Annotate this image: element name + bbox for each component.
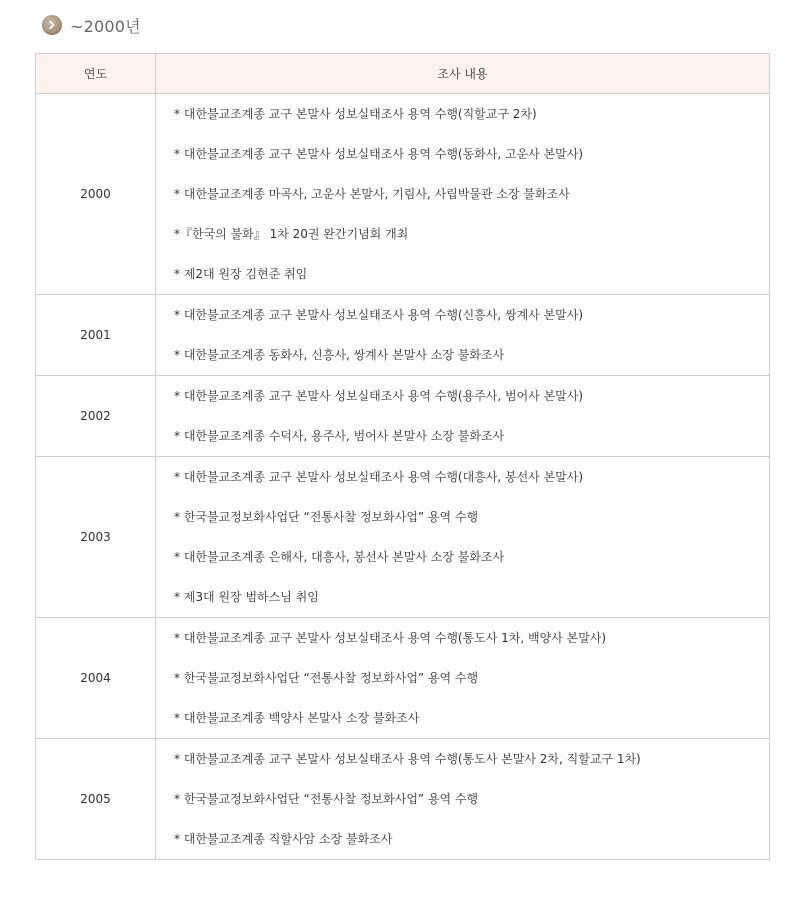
table-header-row (36, 54, 770, 94)
content-item: * 제3대 원장 범하스님 취임 (174, 590, 319, 604)
content-cell (156, 94, 770, 295)
history-table (35, 53, 770, 860)
table-row (36, 295, 770, 376)
content-item: * 한국불교정보화사업단 “전통사찰 정보화사업” 용역 수행 (174, 510, 479, 524)
content-item: * 대한불교조계종 교구 본말사 성보실태조사 용역 수행(용주사, 범어사 본말사) (174, 389, 584, 403)
table-row (36, 376, 770, 457)
content-cell (156, 376, 770, 457)
section-title: ~2000년 (70, 16, 141, 36)
year-cell: 2005 (36, 739, 156, 860)
content-item: * 대한불교조계종 은해사, 대흥사, 봉선사 본말사 소장 불화조사 (174, 550, 505, 564)
year-cell: 2002 (36, 376, 156, 457)
year-cell: 2000 (36, 94, 156, 295)
year-cell: 2004 (36, 618, 156, 739)
content-item: * 한국불교정보화사업단 “전통사찰 정보화사업” 용역 수행 (174, 792, 479, 806)
content-item: * 대한불교조계종 마곡사, 고운사 본말사, 기림사, 사립박물관 소장 불화조사 (174, 187, 570, 201)
content-item: * 대한불교조계종 백양사 본말사 소장 불화조사 (174, 711, 420, 725)
content-cell (156, 295, 770, 376)
section-header (42, 14, 141, 36)
content-item: *『한국의 불화』 1차 20권 완간기념회 개최 (174, 227, 409, 241)
content-item: * 대한불교조계종 교구 본말사 성보실태조사 용역 수행(통도사 본말사 2차, 직할교구 1차) (174, 752, 641, 766)
table-row (36, 457, 770, 618)
column-header-content: 조사 내용 (156, 54, 770, 94)
content-item: * 대한불교조계종 직할사암 소장 불화조사 (174, 832, 393, 846)
content-item: * 한국불교정보화사업단 “전통사찰 정보화사업” 용역 수행 (174, 671, 479, 685)
content-item: * 대한불교조계종 교구 본말사 성보실태조사 용역 수행(직할교구 2차) (174, 107, 537, 121)
content-cell (156, 457, 770, 618)
content-cell (156, 739, 770, 860)
table-row (36, 94, 770, 295)
content-item: * 대한불교조계종 교구 본말사 성보실태조사 용역 수행(신흥사, 쌍계사 본말사) (174, 308, 584, 322)
year-cell: 2003 (36, 457, 156, 618)
content-item: * 제2대 원장 김현준 취임 (174, 267, 308, 281)
table-row (36, 739, 770, 860)
content-item: * 대한불교조계종 교구 본말사 성보실태조사 용역 수행(대흥사, 봉선사 본말사) (174, 470, 584, 484)
content-item: * 대한불교조계종 교구 본말사 성보실태조사 용역 수행(동화사, 고운사 본말사) (174, 147, 584, 161)
column-header-year: 연도 (36, 54, 156, 94)
content-item: * 대한불교조계종 교구 본말사 성보실태조사 용역 수행(통도사 1차, 백양사 본말사) (174, 631, 607, 645)
table-row (36, 618, 770, 739)
chevron-right-icon (42, 15, 62, 35)
content-item: * 대한불교조계종 동화사, 신흥사, 쌍계사 본말사 소장 불화조사 (174, 348, 505, 362)
content-cell (156, 618, 770, 739)
year-cell: 2001 (36, 295, 156, 376)
content-item: * 대한불교조계종 수덕사, 용주사, 범어사 본말사 소장 불화조사 (174, 429, 505, 443)
